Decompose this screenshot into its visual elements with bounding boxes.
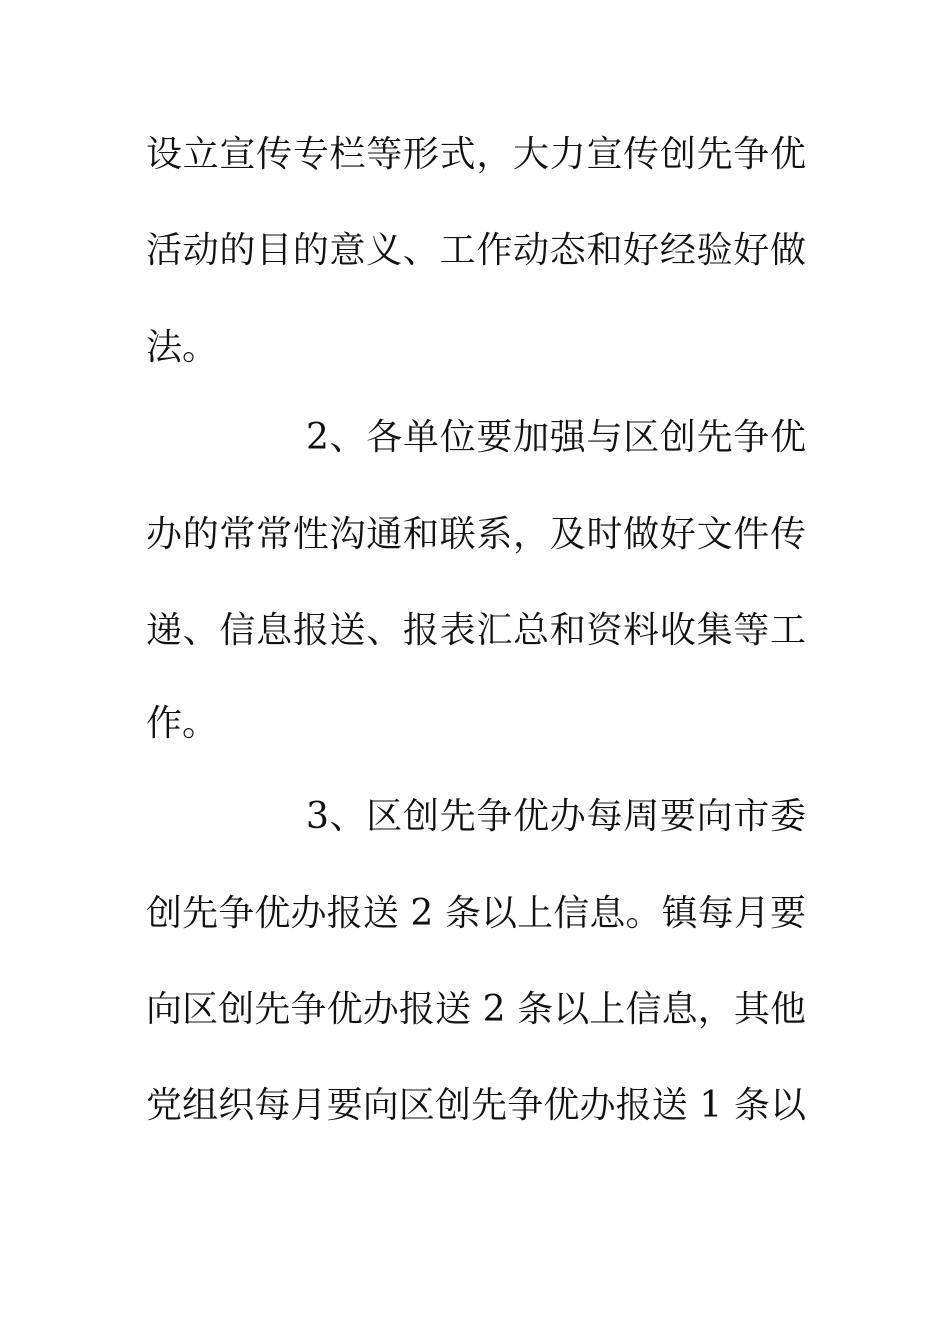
- text-line-5: 办的常常性沟通和联系，及时做好文件传: [146, 514, 806, 555]
- text-line-1: 设立宣传专栏等形式，大力宣传创先争优: [146, 134, 806, 175]
- text-line-7: 作。: [146, 703, 219, 744]
- text-line-2: 活动的目的意义、工作动态和好经验好做: [146, 230, 806, 271]
- text-line-11: 党组织每月要向区创先争优办报送 1 条以: [146, 1085, 806, 1126]
- text-line-8: 3、区创先争优办每周要向市委: [306, 796, 806, 837]
- text-line-6: 递、信息报送、报表汇总和资料收集等工: [146, 610, 806, 651]
- text-line-3: 法。: [146, 327, 219, 368]
- text-line-9: 创先争优办报送 2 条以上信息。镇每月要: [146, 893, 806, 934]
- text-line-10: 向区创先争优办报送 2 条以上信息，其他: [146, 989, 806, 1030]
- text-line-4: 2、各单位要加强与区创先争优: [306, 417, 806, 458]
